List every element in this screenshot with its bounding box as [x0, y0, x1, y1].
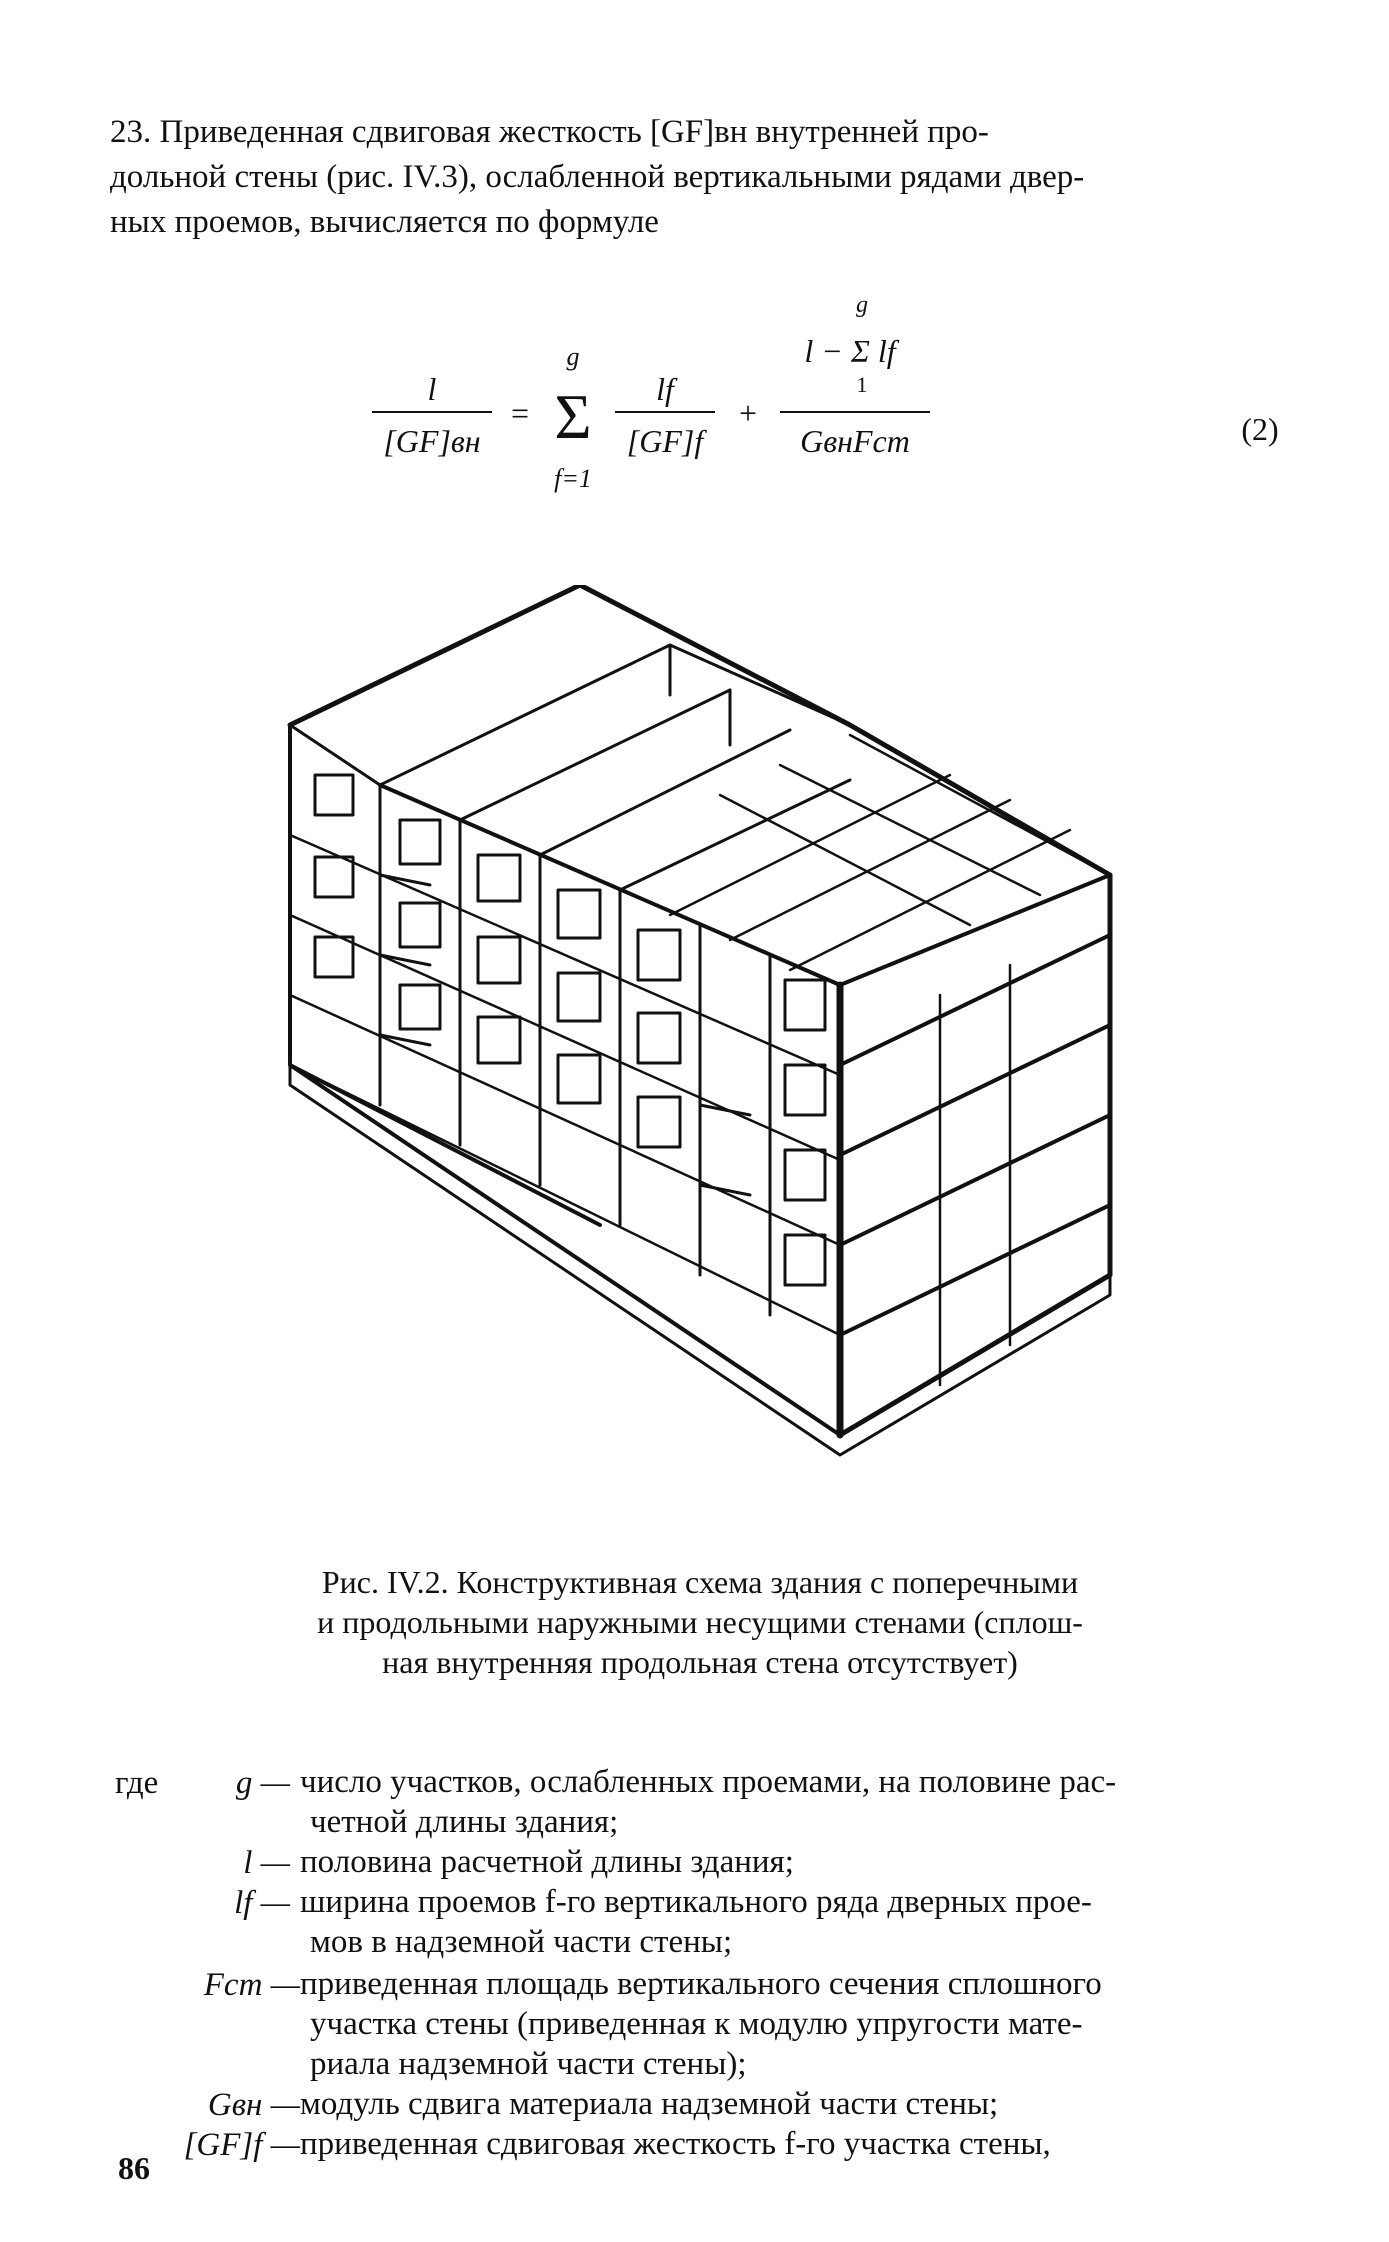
- def-text: число участков, ослабленных проемами, на половине рас-: [300, 1764, 1117, 1800]
- sum-symbol: Σ: [554, 381, 592, 452]
- term1-denominator: [GF]f: [626, 423, 704, 459]
- def-symbol: lf —: [234, 1885, 290, 1921]
- def-text: мов в надземной части стены;: [310, 1924, 733, 1960]
- where-label: где: [115, 1765, 159, 1801]
- def-symbol: Fст —: [203, 1967, 300, 2003]
- paragraph-line: ных проемов, вычисляется по формуле: [110, 204, 659, 240]
- def-text: приведенная сдвиговая жесткость f-го участка стены,: [300, 2126, 1051, 2162]
- caption-line: Рис. IV.2. Конструктивная схема здания с поперечными: [321, 1564, 1079, 1600]
- def-text: четной длины здания;: [310, 1804, 619, 1840]
- def-symbol: l —: [243, 1845, 290, 1881]
- outline-top-edge: [290, 585, 1110, 875]
- left-facade-panels: [290, 725, 840, 1335]
- term2-denominator: GвнFст: [800, 423, 910, 459]
- term2-sum-upper: g: [856, 292, 868, 318]
- paragraph-line: 23. Приведенная сдвиговая жесткость [GF]вн внутренней про-: [110, 114, 989, 150]
- def-symbol: Gвн —: [207, 2087, 300, 2123]
- figure-caption: [160, 1562, 1240, 1682]
- sum-upper-limit: g: [566, 342, 580, 371]
- roof-slab-grid: [670, 735, 1100, 970]
- building-schematic-figure: [250, 585, 1150, 1525]
- caption-line: ная внутренняя продольная стена отсутствует): [382, 1644, 1018, 1680]
- outline-right-edge: [840, 875, 1110, 1435]
- formula-lhs-numerator: l: [427, 371, 437, 407]
- def-text: участка стены (приведенная к модулю упругости мате-: [310, 2006, 1083, 2042]
- def-text: приведенная площадь вертикального сечения сплошного: [300, 1966, 1102, 2002]
- caption-line: и продольными наружными несущими стенами (сплош-: [317, 1604, 1083, 1640]
- outline-left-edge: [290, 725, 600, 1225]
- formula-lhs-denominator: [GF]вн: [383, 423, 481, 459]
- def-text: половина расчетной длины здания;: [300, 1844, 794, 1880]
- formula-plus: +: [738, 395, 758, 431]
- term1-numerator: lf: [656, 371, 674, 407]
- paragraph-line: дольной стены (рис. IV.3), ослабленной вертикальными рядами двер-: [110, 159, 1085, 195]
- formula-equals: =: [510, 395, 530, 431]
- def-text: модуль сдвига материала надземной части стены;: [300, 2086, 999, 2122]
- def-symbol: g —: [235, 1765, 290, 1801]
- def-symbol: [GF]f —: [183, 2127, 300, 2163]
- page-number: 86: [118, 2150, 150, 2186]
- def-text: риала надземной части стены);: [310, 2046, 747, 2082]
- term2-numerator: l − Σ lf: [804, 333, 896, 369]
- equation-number: (2): [1241, 411, 1279, 447]
- formula: [0, 0, 1389, 560]
- cross-walls: [380, 645, 850, 890]
- sum-lower-limit: f=1: [554, 464, 592, 493]
- term2-sum-lower: 1: [856, 372, 868, 397]
- def-text: ширина проемов f-го вертикального ряда дверных прое-: [300, 1884, 1092, 1920]
